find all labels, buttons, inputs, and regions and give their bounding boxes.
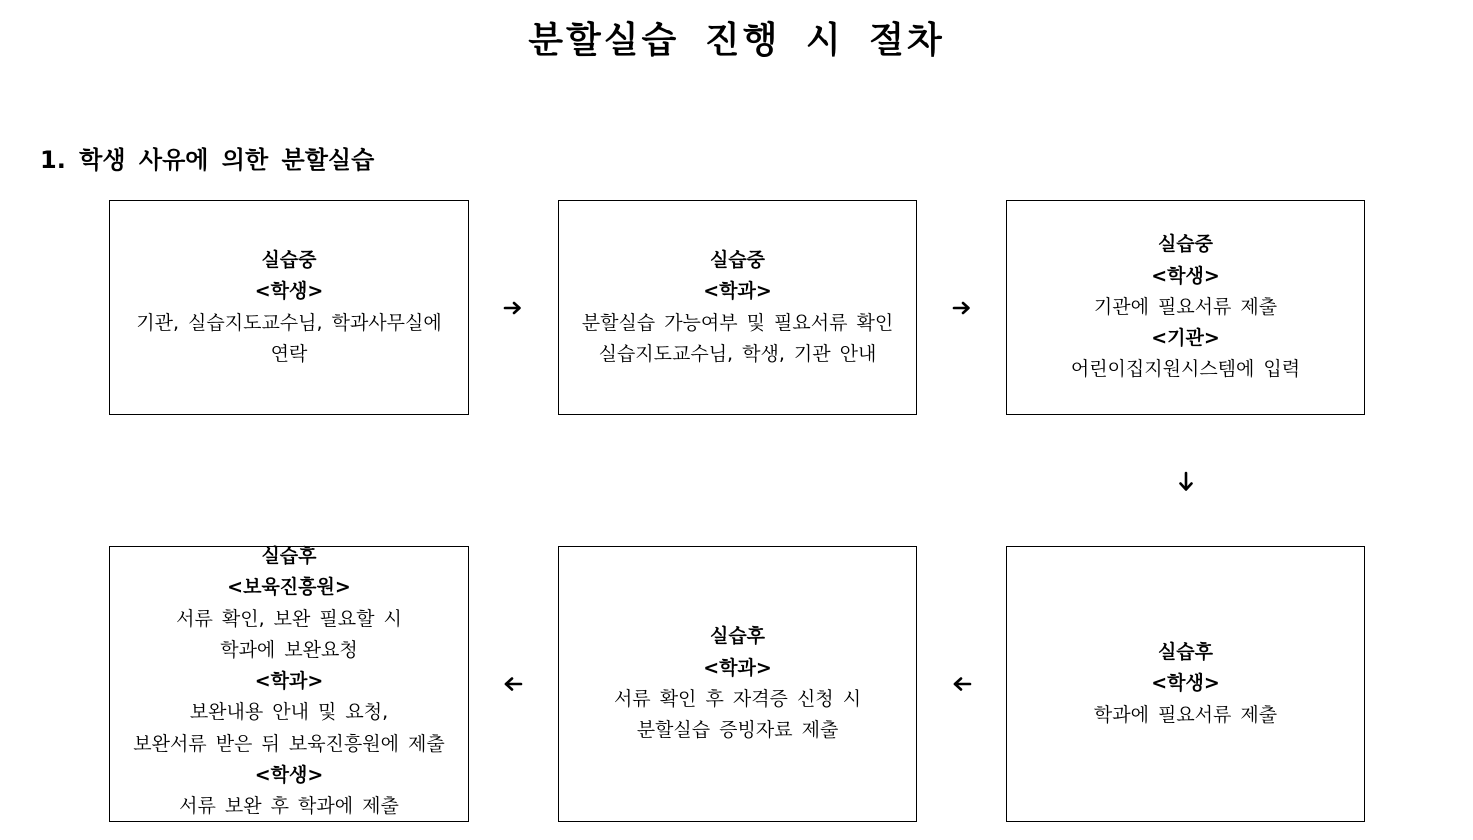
step-label: 실습후: [261, 545, 317, 567]
step-box-2: [558, 200, 917, 415]
step-text: 보완서류 받은 뒤 보육진흥원에 제출: [133, 732, 445, 755]
step-label: 실습중: [709, 248, 766, 271]
step-label: <학과>: [254, 670, 324, 693]
step-text: 분할실습 가능여부 및 필요서류 확인: [581, 311, 894, 334]
step-text: 실습지도교수님, 학생, 기관 안내: [598, 342, 877, 365]
step-text: 학과에 보완요청: [220, 638, 358, 661]
step-label: <기관>: [1151, 327, 1220, 350]
step-text: 어린이집지원시스템에 입력: [1070, 358, 1301, 381]
right-arrow-icon: [501, 296, 525, 320]
step-box-1-content: [136, 245, 441, 370]
step-box-4: [1006, 546, 1365, 822]
step-box-6-content: [133, 541, 444, 823]
step-box-2-content: [582, 245, 893, 370]
step-label: <학생>: [1151, 672, 1220, 695]
step-label: <학과>: [703, 656, 772, 679]
step-box-1: [109, 200, 469, 415]
step-box-6: [109, 546, 469, 822]
step-label: <학생>: [254, 764, 324, 787]
step-text: 기관에 필요서류 제출: [1093, 295, 1278, 318]
step-label: <학생>: [254, 280, 324, 303]
step-text: 보완내용 안내 및 요청,: [189, 701, 389, 724]
step-box-5: [558, 546, 917, 822]
step-text: 분할실습 증빙자료 제출: [636, 719, 839, 742]
step-label: <학과>: [703, 280, 772, 303]
step-text: 기관, 실습지도교수님, 학과사무실에: [136, 311, 442, 334]
step-box-5-content: [614, 621, 861, 746]
step-text: 서류 확인, 보완 필요할 시: [176, 607, 402, 630]
step-text: 학과에 필요서류 제출: [1093, 703, 1278, 726]
left-arrow-icon: [950, 672, 974, 696]
step-box-3: [1006, 200, 1365, 415]
left-arrow-icon: [501, 672, 525, 696]
section-heading: 1. 학생 사유에 의한 분할실습: [40, 146, 375, 174]
step-label: <학생>: [1151, 264, 1220, 287]
step-label: 실습중: [261, 248, 317, 271]
step-label: 실습후: [1157, 641, 1214, 664]
down-arrow-icon: [1174, 470, 1198, 494]
step-label: <보육진흥원>: [227, 576, 351, 599]
step-text: 서류 확인 후 자격증 신청 시: [613, 688, 862, 710]
step-box-4-content: [1094, 637, 1277, 731]
step-label: 실습후: [709, 625, 766, 648]
step-text: 연락: [270, 342, 308, 365]
page-title: 분할실습 진행 시 절차: [528, 20, 945, 61]
step-label: 실습중: [1157, 233, 1214, 256]
step-text: 서류 보완 후 학과에 제출: [179, 795, 399, 818]
step-box-3-content: [1071, 229, 1300, 385]
right-arrow-icon: [950, 296, 974, 320]
